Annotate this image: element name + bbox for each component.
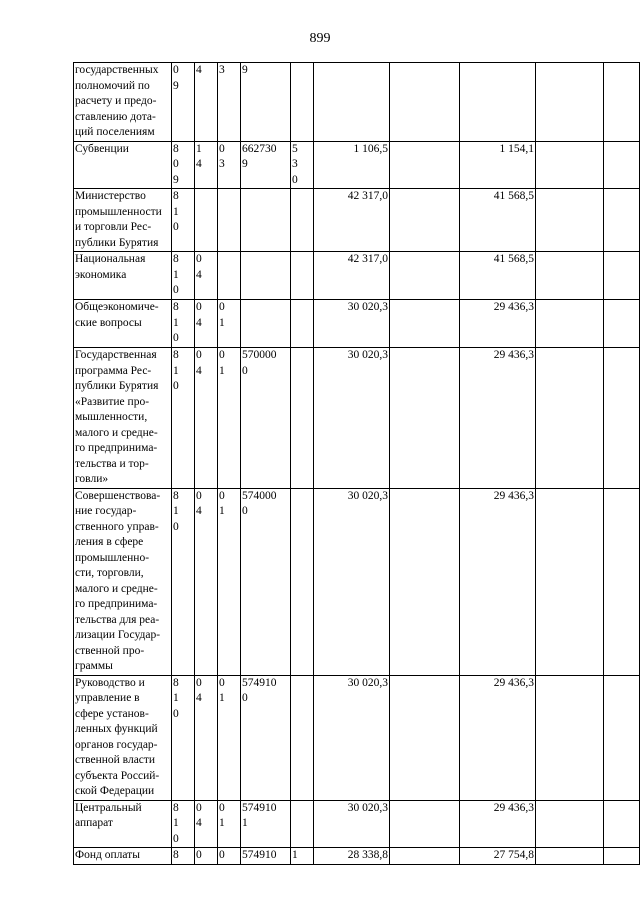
pr-cell: [218, 675, 241, 800]
sum-value: 29 436,3: [493, 349, 534, 361]
sum-cell: [536, 488, 604, 675]
grbs-cell: [172, 63, 195, 142]
sum-cell: [460, 252, 536, 300]
table-row: [74, 252, 640, 300]
sum-cell: [460, 800, 536, 848]
sum-cell: [604, 488, 640, 675]
expense-type-code: 5 3 0: [292, 142, 298, 186]
subsection-code: 0 3: [219, 142, 225, 170]
row-name-cell: [74, 141, 172, 189]
sum-cell: [460, 848, 536, 865]
subsection-code: 0 1: [219, 301, 225, 329]
sum-cell: [604, 300, 640, 348]
pr-cell: [218, 800, 241, 848]
sum-value: 29 436,3: [493, 301, 534, 313]
sum-value: 30 020,3: [347, 301, 388, 313]
sum-cell: [390, 252, 460, 300]
row-name: Министерство промышленности и торговли Рес- публики Бурятия: [75, 190, 162, 249]
sum-cell: [390, 348, 460, 489]
sum-cell: [604, 63, 640, 142]
row-name-cell: [74, 189, 172, 252]
subsection-code: 0 1: [219, 676, 225, 704]
sum-cell: [460, 189, 536, 252]
sum-cell: [314, 141, 390, 189]
sum-cell: [536, 848, 604, 865]
rz-cell: [195, 252, 218, 300]
subsection-code: 3: [219, 64, 225, 76]
csr-cell: [241, 189, 291, 252]
rz-cell: [195, 141, 218, 189]
sum-cell: [390, 300, 460, 348]
target-item-code: 574000 0: [242, 489, 277, 517]
sum-cell: [536, 189, 604, 252]
csr-cell: [241, 800, 291, 848]
row-name: Субвенции: [75, 142, 129, 155]
row-name-cell: [74, 800, 172, 848]
rz-cell: [195, 300, 218, 348]
sum-value: 30 020,3: [347, 489, 388, 502]
grbs-cell: [172, 189, 195, 252]
sum-cell: [536, 141, 604, 189]
pr-cell: [218, 848, 241, 865]
sum-cell: [314, 848, 390, 865]
table-row: [74, 63, 640, 142]
sum-cell: [536, 800, 604, 848]
grbs-code: 8 1 0: [173, 190, 179, 233]
table-row: [74, 300, 640, 348]
grbs-cell: [172, 488, 195, 675]
sum-cell: [460, 141, 536, 189]
sum-cell: [314, 189, 390, 252]
section-code: 0 4: [196, 801, 202, 829]
sum-cell: [390, 848, 460, 865]
grbs-cell: [172, 848, 195, 865]
sum-cell: [390, 63, 460, 142]
sum-cell: [314, 800, 390, 848]
csr-cell: [241, 348, 291, 489]
sum-cell: [460, 488, 536, 675]
sum-cell: [390, 488, 460, 675]
sum-cell: [460, 675, 536, 800]
csr-cell: [241, 675, 291, 800]
row-name: Центральный аппарат: [75, 801, 142, 829]
grbs-code: 8 1 0: [173, 301, 179, 344]
pr-cell: [218, 63, 241, 142]
row-name-cell: [74, 252, 172, 300]
page-number: 899: [309, 31, 331, 46]
sum-cell: [604, 252, 640, 300]
sum-cell: [604, 848, 640, 865]
row-name-cell: [74, 348, 172, 489]
csr-cell: [241, 141, 291, 189]
row-name: Фонд оплаты: [75, 849, 140, 861]
grbs-cell: [172, 348, 195, 489]
budget-table: [73, 62, 640, 865]
target-item-code: 574910 1: [242, 801, 277, 829]
sum-cell: [604, 141, 640, 189]
table-row: [74, 348, 640, 489]
sum-cell: [460, 348, 536, 489]
csr-cell: [241, 848, 291, 865]
grbs-cell: [172, 141, 195, 189]
sum-cell: [390, 800, 460, 848]
sum-cell: [390, 141, 460, 189]
sum-value: 30 020,3: [347, 349, 388, 361]
grbs-cell: [172, 800, 195, 848]
sum-value: 29 436,3: [493, 489, 534, 502]
sum-cell: [536, 348, 604, 489]
pr-cell: [218, 488, 241, 675]
row-name: Государственная программа Рес- публики Бурятия «Развитие про- мышленности, малого и средне- го предпринима- тельства и тор- говли»: [75, 349, 159, 485]
section-code: 0 4: [196, 253, 202, 281]
pr-cell: [218, 252, 241, 300]
subsection-code: 0 1: [219, 801, 225, 829]
sum-cell: [314, 300, 390, 348]
rz-cell: [195, 189, 218, 252]
expense-type-code: 1: [292, 849, 298, 861]
target-item-code: 574910: [242, 849, 277, 861]
sum-cell: [314, 348, 390, 489]
sum-cell: [314, 252, 390, 300]
grbs-code: 8: [173, 849, 179, 861]
sum-cell: [536, 252, 604, 300]
row-name-cell: [74, 300, 172, 348]
sum-value: 42 317,0: [347, 190, 388, 202]
grbs-cell: [172, 252, 195, 300]
sum-value: 28 338,8: [347, 849, 388, 861]
pr-cell: [218, 348, 241, 489]
sum-value: 1 106,5: [353, 142, 388, 155]
sum-value: 30 020,3: [347, 801, 388, 814]
csr-cell: [241, 63, 291, 142]
row-name: Совершенствова- ние государ- ственного управ- ления в сфере промышленно- сти, торговли, малого и средне- го предпринима- тельства для реа- лизации Государ- ственной про- граммы: [75, 489, 161, 672]
section-code: 1 4: [196, 142, 202, 170]
csr-cell: [241, 300, 291, 348]
sum-cell: [604, 800, 640, 848]
table-row: [74, 141, 640, 189]
target-item-code: 662730 9: [242, 142, 277, 170]
sum-value: 29 436,3: [493, 676, 534, 689]
section-code: 0 4: [196, 349, 202, 377]
sum-cell: [536, 675, 604, 800]
sum-cell: [460, 300, 536, 348]
sum-cell: [604, 675, 640, 800]
vr-cell: [291, 63, 314, 142]
grbs-code: 8 1 0: [173, 253, 179, 296]
table-row: [74, 800, 640, 848]
row-name: Общеэкономиче- ские вопросы: [75, 301, 159, 329]
rz-cell: [195, 348, 218, 489]
grbs-code: 8 0 9: [173, 142, 179, 186]
pr-cell: [218, 141, 241, 189]
csr-cell: [241, 252, 291, 300]
vr-cell: [291, 800, 314, 848]
table-row: [74, 675, 640, 800]
vr-cell: [291, 189, 314, 252]
target-item-code: 570000 0: [242, 349, 277, 377]
sum-value: 41 568,5: [493, 190, 534, 202]
target-item-code: 9: [242, 64, 248, 76]
vr-cell: [291, 848, 314, 865]
grbs-code: 8 1 0: [173, 676, 179, 720]
row-name: Руководство и управление в сфере установ- ленных функций органов государ- ственной власти субъекта Россий- ской Федерации: [75, 676, 160, 797]
row-name-cell: [74, 675, 172, 800]
sum-cell: [390, 675, 460, 800]
grbs-cell: [172, 300, 195, 348]
sum-value: 42 317,0: [347, 253, 388, 265]
section-code: 0: [196, 849, 202, 861]
csr-cell: [241, 488, 291, 675]
sum-cell: [604, 348, 640, 489]
rz-cell: [195, 63, 218, 142]
grbs-code: 8 1 0: [173, 349, 179, 392]
table-row: [74, 488, 640, 675]
table-row: [74, 189, 640, 252]
vr-cell: [291, 488, 314, 675]
grbs-code: 8 1 0: [173, 489, 179, 533]
pr-cell: [218, 300, 241, 348]
vr-cell: [291, 675, 314, 800]
sum-cell: [536, 63, 604, 142]
grbs-code: 0 9: [173, 64, 179, 92]
sum-value: 41 568,5: [493, 253, 534, 265]
sum-value: 27 754,8: [493, 849, 534, 861]
sum-value: 30 020,3: [347, 676, 388, 689]
sum-cell: [460, 63, 536, 142]
rz-cell: [195, 488, 218, 675]
sum-cell: [314, 488, 390, 675]
vr-cell: [291, 141, 314, 189]
grbs-code: 8 1 0: [173, 801, 179, 845]
sum-cell: [604, 189, 640, 252]
row-name-cell: [74, 63, 172, 142]
sum-value: 29 436,3: [493, 801, 534, 814]
vr-cell: [291, 252, 314, 300]
vr-cell: [291, 300, 314, 348]
section-code: 0 4: [196, 301, 202, 329]
sum-value: 1 154,1: [499, 142, 534, 155]
row-name-cell: [74, 848, 172, 865]
section-code: 0 4: [196, 676, 202, 704]
rz-cell: [195, 800, 218, 848]
subsection-code: 0: [219, 849, 225, 861]
rz-cell: [195, 675, 218, 800]
section-code: 0 4: [196, 489, 202, 517]
rz-cell: [195, 848, 218, 865]
table-row: [74, 848, 640, 865]
section-code: 4: [196, 64, 202, 76]
grbs-cell: [172, 675, 195, 800]
sum-cell: [314, 63, 390, 142]
row-name: Национальная экономика: [75, 253, 146, 281]
row-name-cell: [74, 488, 172, 675]
sum-cell: [390, 189, 460, 252]
row-name: государственных полномочий по расчету и предо- ставлению дота- ций поселениям: [75, 64, 159, 138]
pr-cell: [218, 189, 241, 252]
sum-cell: [314, 675, 390, 800]
vr-cell: [291, 348, 314, 489]
sum-cell: [536, 300, 604, 348]
target-item-code: 574910 0: [242, 676, 277, 704]
subsection-code: 0 1: [219, 489, 225, 517]
subsection-code: 0 1: [219, 349, 225, 377]
